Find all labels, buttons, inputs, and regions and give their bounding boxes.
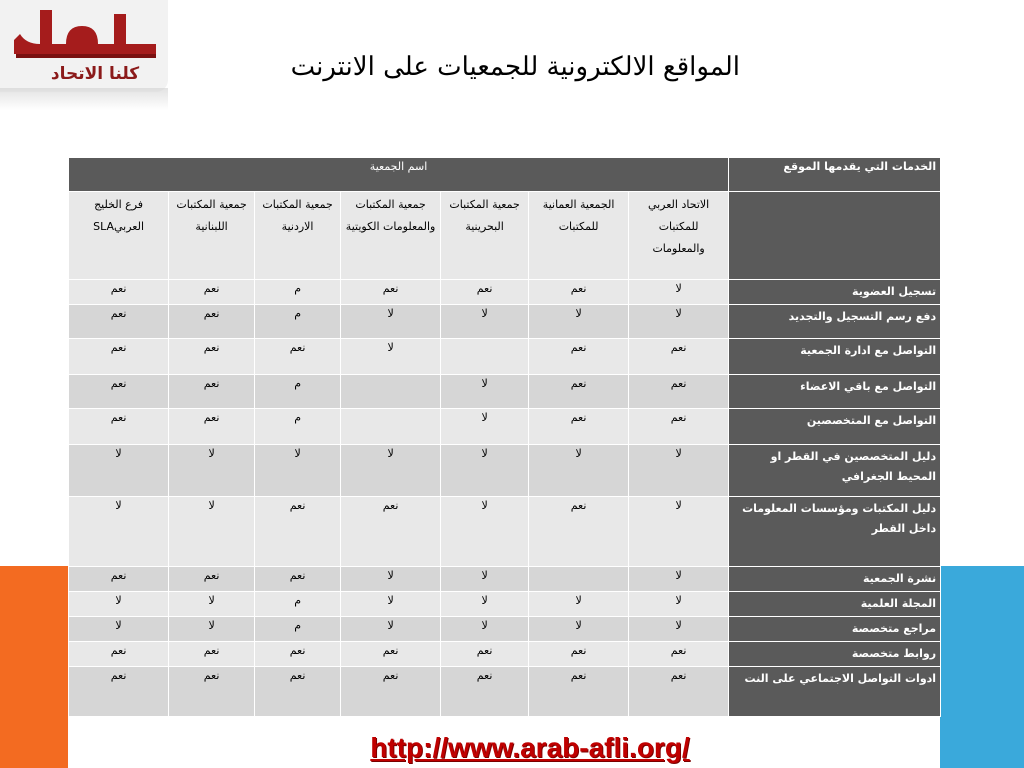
table-cell: لا [441, 497, 529, 567]
table-cell: نعم [69, 280, 169, 305]
logo-text: كلنا الاتحاد [50, 64, 140, 84]
table-cell: نعم [341, 280, 441, 305]
table-cell: لا [441, 567, 529, 592]
table-cell: نعم [629, 339, 729, 375]
table-cell: نعم [169, 667, 255, 717]
table-cell: نعم [69, 567, 169, 592]
table-cell: نعم [629, 667, 729, 717]
table-cell: نعم [169, 567, 255, 592]
logo [0, 0, 168, 110]
table-cell: لا [529, 445, 629, 497]
table-cell: نعم [529, 280, 629, 305]
row-label: المجلة العلمية [729, 592, 941, 617]
table-cell: لا [69, 497, 169, 567]
table-cell: نعم [529, 409, 629, 445]
table-cell: نعم [529, 642, 629, 667]
table-cell: لا [529, 617, 629, 642]
table-cell: نعم [629, 375, 729, 409]
association-header-1: الجمعية العمانية للمكتبات [529, 192, 629, 280]
table-cell: لا [629, 280, 729, 305]
table-cell: م [255, 375, 341, 409]
table-cell: نعم [441, 642, 529, 667]
table-row [69, 617, 941, 642]
row-label: تسجيل العضوية [729, 280, 941, 305]
table-cell [341, 375, 441, 409]
table-cell: نعم [169, 339, 255, 375]
table-cell: لا [341, 617, 441, 642]
table-cell: نعم [529, 339, 629, 375]
table-cell: نعم [69, 667, 169, 717]
table-cell: نعم [255, 497, 341, 567]
table-cell: لا [441, 592, 529, 617]
table-cell: نعم [529, 497, 629, 567]
table-cell: م [255, 409, 341, 445]
table-cell: لا [169, 497, 255, 567]
table-cell: نعم [255, 667, 341, 717]
row-label: دليل المكتبات ومؤسسات المعلومات داخل القطر [729, 497, 941, 567]
table-cell: لا [629, 305, 729, 339]
table-cell: لا [341, 305, 441, 339]
table-cell: لا [69, 592, 169, 617]
association-name-header: اسم الجمعية [69, 158, 729, 192]
row-label: التواصل مع ادارة الجمعية [729, 339, 941, 375]
table-cell: لا [341, 567, 441, 592]
table-cell: نعم [169, 305, 255, 339]
table-cell: لا [341, 339, 441, 375]
table-cell: لا [69, 445, 169, 497]
row-label: ادوات التواصل الاجتماعي على النت [729, 667, 941, 717]
table-cell: نعم [69, 305, 169, 339]
table-cell: نعم [69, 375, 169, 409]
table-cell: لا [169, 592, 255, 617]
table-cell: نعم [529, 667, 629, 717]
table-cell: نعم [169, 409, 255, 445]
table-cell: لا [629, 567, 729, 592]
orange-side-band [0, 566, 68, 768]
table-cell: لا [629, 445, 729, 497]
table-cell: لا [629, 592, 729, 617]
table-cell [441, 339, 529, 375]
table-cell: نعم [255, 567, 341, 592]
table-cell: نعم [169, 280, 255, 305]
table-cell: نعم [441, 667, 529, 717]
table-row [69, 642, 941, 667]
table-cell: م [255, 305, 341, 339]
table-cell: لا [169, 617, 255, 642]
row-label: مراجع متخصصة [729, 617, 941, 642]
table-cell: نعم [69, 409, 169, 445]
table-cell: نعم [255, 339, 341, 375]
logo-mark-icon [6, 4, 162, 62]
table-cell [529, 567, 629, 592]
table-cell: لا [441, 409, 529, 445]
row-label: روابط متخصصة [729, 642, 941, 667]
table-row [69, 445, 941, 497]
table-row [69, 280, 941, 305]
table-cell: نعم [169, 375, 255, 409]
association-header-6: فرع الخليج العربيSLA [69, 192, 169, 280]
blue-side-band [940, 566, 1024, 768]
table-cell: نعم [255, 642, 341, 667]
row-label: نشرة الجمعية [729, 567, 941, 592]
association-header-4: جمعية المكتبات الاردنية [255, 192, 341, 280]
page-title: المواقع الالكترونية للجمعيات على الانترنت [290, 52, 740, 82]
association-header-2: جمعية المكتبات البحرينية [441, 192, 529, 280]
table-cell: لا [441, 617, 529, 642]
row-label: دفع رسم التسجيل والتجديد [729, 305, 941, 339]
table-cell: لا [529, 592, 629, 617]
table-cell: نعم [629, 409, 729, 445]
table-cell: لا [629, 497, 729, 567]
table-cell: م [255, 280, 341, 305]
row-label: دليل المتخصصين في القطر او المحيط الجغرافي [729, 445, 941, 497]
table-cell: م [255, 617, 341, 642]
association-header-5: جمعية المكتبات اللبنانية [169, 192, 255, 280]
table-row [69, 567, 941, 592]
header-blank-cell [729, 192, 941, 280]
table-row [69, 305, 941, 339]
table-cell: م [255, 592, 341, 617]
table-cell: لا [629, 617, 729, 642]
table-cell: نعم [169, 642, 255, 667]
table-cell: نعم [69, 339, 169, 375]
table-cell: لا [441, 445, 529, 497]
association-header-0: الاتحاد العربي للمكتبات والمعلومات [629, 192, 729, 280]
table-row [69, 497, 941, 567]
table-cell: نعم [341, 642, 441, 667]
table-cell: نعم [441, 280, 529, 305]
table-cell: لا [529, 305, 629, 339]
table-row [69, 375, 941, 409]
table-row [69, 667, 941, 717]
table-cell: نعم [69, 642, 169, 667]
table-cell: لا [441, 305, 529, 339]
row-label: التواصل مع المتخصصين [729, 409, 941, 445]
logo-reflection [0, 88, 168, 110]
table-cell: نعم [341, 497, 441, 567]
table-cell [341, 409, 441, 445]
table-cell: لا [69, 617, 169, 642]
table-row [69, 592, 941, 617]
table-cell: لا [341, 592, 441, 617]
table-row [69, 409, 941, 445]
table-cell: لا [169, 445, 255, 497]
table-cell: لا [341, 445, 441, 497]
comparison-table [68, 157, 941, 717]
table-row [69, 339, 941, 375]
association-header-3: جمعية المكتبات والمعلومات الكويتية [341, 192, 441, 280]
row-label: التواصل مع باقي الاعضاء [729, 375, 941, 409]
table-cell: لا [441, 375, 529, 409]
table-cell: نعم [529, 375, 629, 409]
services-header: الخدمات التي يقدمها الموقع [729, 158, 941, 192]
table-cell: لا [255, 445, 341, 497]
table-cell: نعم [629, 642, 729, 667]
website-link[interactable]: http://www.arab-afli.org/ [370, 732, 690, 763]
table-cell: نعم [341, 667, 441, 717]
